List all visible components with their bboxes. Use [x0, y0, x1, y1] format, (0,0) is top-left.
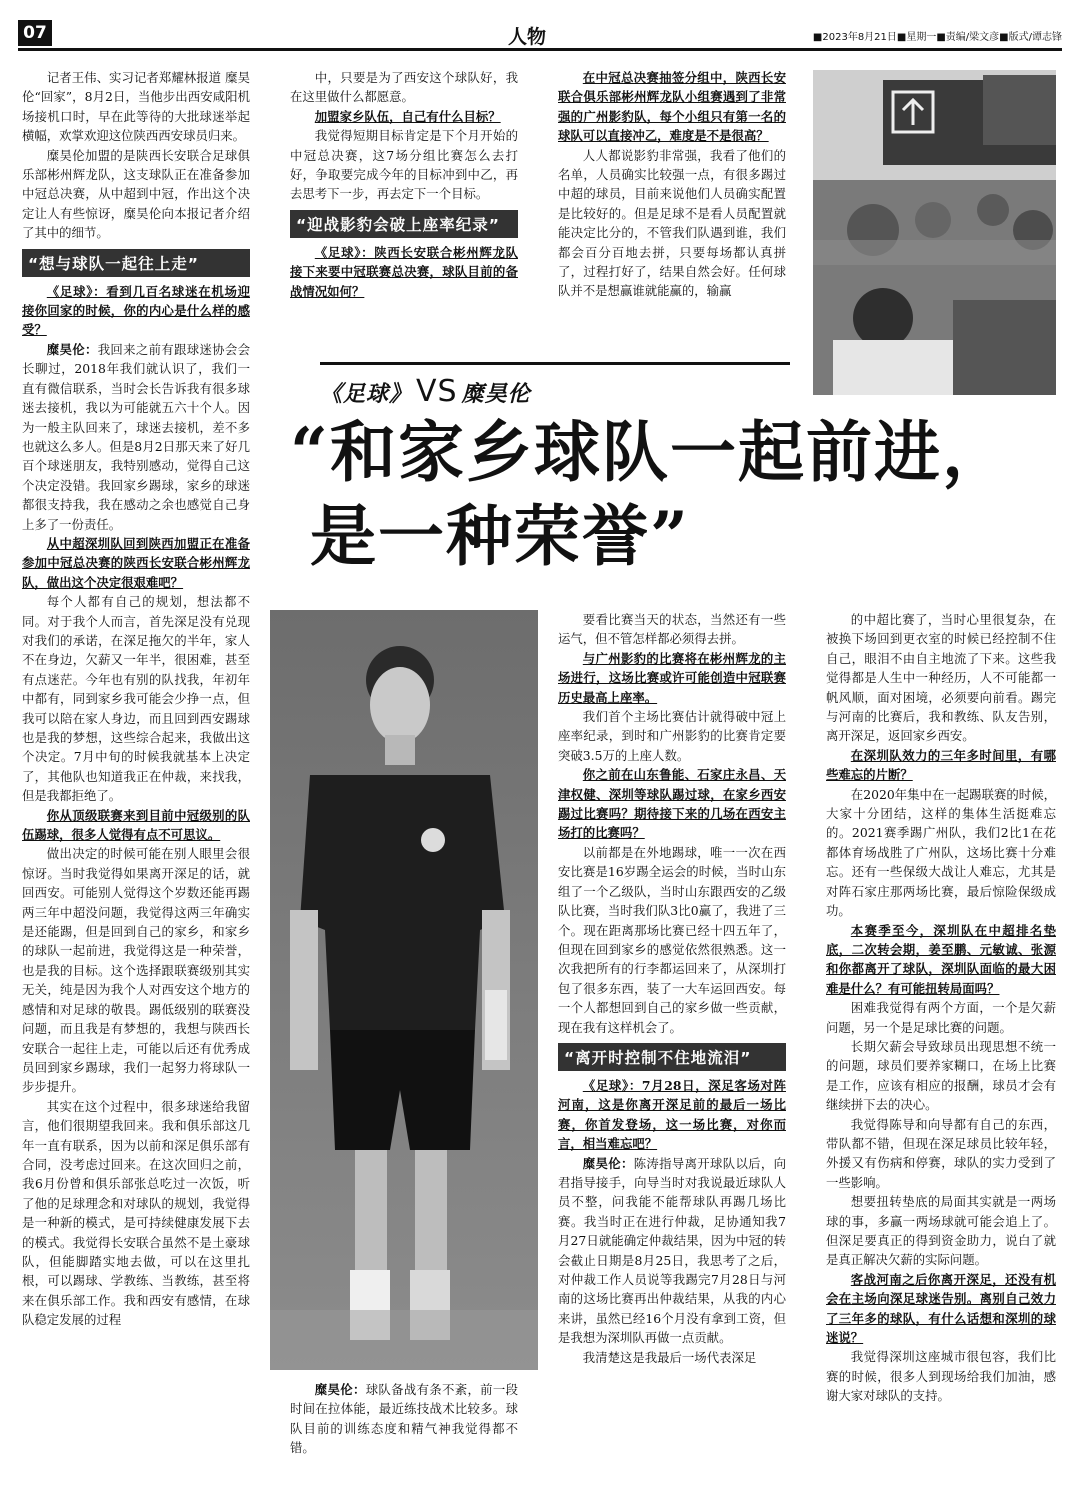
paragraph: 糜昊伦加盟的是陕西长安联合足球俱乐部彬州辉龙队，这支球队正在准备参加中冠总决赛，从中超到中冠，作出这个决定让人有些惊讶，糜昊伦向本报记者介绍了其中的细节。 [22, 147, 250, 241]
answer: 每个人都有自己的规划，想法都不同。对于我个人而言，首先深足没有兑现对我们的承诺，在深足拖欠的半年，家人不在身边，欠薪又一年半，很困难，甚至有点迷茫。今年也有别的队找我，年初年中都有，同到家乡我可能会少挣一点，但我可以陪在家人身边，而且回到西安踢球也是我的梦想，这些综合起来，我做出这个决定。7月中旬的时候我就基本上决定了，其他队也知道我正在仲裁，来找我，但是我都拒绝了。 [22, 594, 250, 804]
answer: 困难我觉得有两个方面，一个是欠薪问题，另一个是足球比赛的问题。 [826, 1000, 1056, 1035]
airport-photo [813, 70, 1056, 395]
paragraph: 的中超比赛了，当时心里很复杂，在被换下场回到更衣室的时候已经控制不住自己，眼泪不由自主地流了下来。这些我觉得都是人生中一种经历，人不可能都一帆风顺，面对困境，必须要向前看。踢完与河南的比赛后，我和教练、队友告别，离开深足，返回家乡西安。 [826, 612, 1056, 744]
column-2 [290, 68, 518, 348]
subheading: “离开时控制不住地流泪” [558, 1043, 786, 1071]
answer: 我觉得陈导和向导都有自己的东西，带队都不错，但现在深足球员比较年轻，外援又有伤病和停赛，球队的实力受到了一些影响。 [826, 1116, 1056, 1190]
question: 你从顶级联赛来到目前中冠级别的队伍踢球，很多人觉得有点不可思议。 [22, 807, 250, 843]
paragraph: 中，只要是为了西安这个球队好，我在这里做什么都愿意。 [290, 70, 518, 105]
question: 本赛季至今，深圳队在中超排名垫底，二次转会期，姜至鹏、元敏诚、张源和你都离开了球队，深圳队面临的最大困难是什么？有可能扭转局面吗？ [826, 922, 1056, 996]
answer: 我们首个主场比赛估计就得破中冠上座率纪录，到时和广州影豹的比赛肯定要突破3.5万的上座人数。 [558, 709, 786, 763]
caption-speaker: 糜昊伦： [314, 1382, 366, 1397]
kicker-text [320, 374, 531, 409]
column-4 [558, 610, 786, 1462]
page-number: 07 [18, 20, 52, 46]
answer-text: 我回来之前有跟球迷协会会长聊过，2018年我们就认识了，我们一直有微信联系，当时会长告诉我有很多球迷去接机，我以为可能就五六十个人。因为一般主队回来了，球迷去接机，差不多也就这么多人。但是8月2日那天来了好几百个球迷朋友，我特别感动，觉得自己这个决定没错。我回家乡踢球，家乡的球迷都很支持我，我在感动之余也感觉自己身上多了一份责任。 [22, 341, 250, 532]
subheading: “想与球队一起往上走” [22, 249, 250, 277]
column-3 [558, 68, 786, 348]
question: 在中冠总决赛抽签分组中，陕西长安联合俱乐部彬州辉龙队小组赛遇到了非常强的广州影豹队，每个小组只有第一名的球队可以直接冲乙，难度是不是很高？ [558, 70, 786, 144]
question: 从中超深圳队回到陕西加盟正在准备参加中冠总决赛的陕西长安联合彬州辉龙队，做出这个决定很艰难吧？ [22, 535, 250, 590]
question: 你之前在山东鲁能、石家庄永昌、天津权健、深圳等球队踢过球，在家乡西安踢过比赛吗？期待接下来的几场在西安主场打的比赛吗？ [558, 767, 786, 841]
dateline: ■2023年8月21日■星期一■责编/梁文彦■版式/谭志锋 [812, 32, 1062, 43]
column-1 [22, 68, 250, 1460]
kicker-rule [320, 362, 790, 365]
answer: 长期欠薪会导致球员出现思想不统一的问题，球员们要养家糊口，在场上比赛是工作，应该有相应的报酬，球员才会有继续拼下去的决心。 [826, 1038, 1056, 1113]
airport-photo-illustration [813, 70, 1056, 395]
caption-body: 球队备战有条不紊，前一段时间在拉体能，最近练技战术比较多。球队目前的训练态度和精气神我觉得都不错。 [290, 1382, 518, 1456]
question: 与广州影豹的比赛将在彬州辉龙的主场进行，这场比赛或许可能创造中冠联赛历史最高上座率。 [558, 650, 786, 705]
kicker-right: 糜昊伦 [461, 382, 531, 407]
column-5 [826, 610, 1056, 1462]
photo-caption [290, 1380, 518, 1460]
player-photo [270, 610, 538, 1370]
answer [558, 1154, 786, 1348]
page-header [18, 20, 1062, 51]
answer: 我觉得短期目标肯定是下个月开始的中冠总决赛，这7场分组比赛怎么去打好，争取要完成今年的目标冲到中乙，再去思考下一步，再去定下一个目标。 [290, 128, 518, 202]
headline-line-1: “和家乡球队一起前进， [290, 413, 1010, 491]
answer: 我清楚这是我最后一场代表深足 [582, 1349, 757, 1365]
answer-text: 陈涛指导离开球队以后，向君指导接手，向导当时对我说最近球队人员不整，问我能不能帮球队再踢几场比赛。我当时正在进行仲裁，足协通知我7月27日就能确定仲裁结果，因为中冠的转会截止日期是8月25日，我思考了之后，对仲裁工作人员说等我踢完7月28日与河南的这场比赛再出仲裁结果，从我的内心来讲，虽然已经16个月没有拿到工资，但是我想为深圳队再做一点贡献。 [558, 1155, 786, 1346]
answer: 我觉得深圳这座城市很包容，我们比赛的时候，很多人到现场给我们加油，感谢大家对球队的支持。 [826, 1349, 1056, 1404]
answer: 想要扭转垫底的局面其实就是一两场球的事，多赢一两场球就可能会追上了。但深足要真正的得到资金助力，说白了就是真正解决欠薪的实际问题。 [826, 1194, 1056, 1268]
kicker-vs: VS [416, 374, 458, 409]
kicker [320, 370, 790, 409]
player-photo-illustration [270, 610, 538, 1370]
answer: 在2020年集中在一起踢联赛的时候，大家十分团结，这样的集体生活挺难忘的。2021赛季踢广州队，我们2比1在花都体育场战胜了广州队，这场比赛十分难忘。还有一些保级大战让人难忘，尤其是对阵石家庄那两场比赛，最后惊险保级成功。 [826, 786, 1056, 919]
speaker-label: 糜昊伦： [46, 341, 98, 357]
answer: 做出决定的时候可能在别人眼里会很惊讶。当时我觉得如果离开深足的话，就回西安。可能别人觉得这个岁数还能再踢两三年中超没问题，我觉得这两三年确实是还能踢，但是回到自己的家乡，和家乡的球队一起前进，我觉得这是一种荣誉，也是我的目标。这个选择跟联赛级别其实无关，纯是因为我个人对西安这个地方的感情和对足球的敬畏。踢低级别的联赛没问题，而且我是有梦想的，我想与陕西长安联合一起往上走，可能以后还有优秀成员回到家乡踢球，我们一起努力将球队一步步提升。 [22, 846, 250, 1095]
caption-text [290, 1380, 518, 1458]
question: 《足球》：陕西长安联合彬州辉龙队接下来要中冠联赛总决赛，球队目前的备战情况如何？ [290, 244, 518, 299]
question: 《足球》：7月28日，深足客场对阵河南，这是你离开深足前的最后一场比赛，你首发登场，这一场比赛，对你而言，相当难忘吧？ [558, 1077, 786, 1152]
kicker-left: 《足球》 [320, 382, 413, 407]
question: 加盟家乡队伍，自己有什么目标？ [314, 108, 501, 124]
speaker-label: 糜昊伦： [582, 1155, 634, 1171]
answer: 以前都是在外地踢球，唯一一次在西安比赛是16岁踢全运会的时候，当时山东组了一个乙级队，当时山东跟西安的乙级队比赛，当时我们队3比0赢了，我进了三个。现在距离那场比赛已经十四五年了，但现在回到家乡的感觉依然很熟悉。这一次我把所有的行李都运回来了，从深圳打包了很多东西，装了一大车运回西安。每一个人都想回到自己的家乡做一些贡献，现在我有这样机会了。 [558, 844, 786, 1035]
answer: 人人都说影豹非常强，我看了他们的名单，人员确实比较强一点，有很多踢过中超的球员，目前来说他们人员确实配置是比较好的。但是足球不是看人员配置就能决定比分的，不管我们队遇到谁，我们都会百分百地去拼，只要每场都认真拼了，过程打好了，结果自然会好。任何球队并不是想赢谁就能赢的，输赢 [558, 147, 786, 299]
question: 客战河南之后你离开深足，还没有机会在主场向深足球迷告别。离别自己效力了三年多的球队，有什么话想和深圳的球迷说？ [826, 1271, 1056, 1346]
question: 在深圳队效力的三年多时间里，有哪些难忘的片断？ [826, 747, 1056, 783]
subheading: “迎战影豹会破上座率纪录” [290, 210, 518, 238]
headline-line-2: 是一种荣誉” [310, 497, 690, 575]
answer [22, 340, 250, 534]
lead-paragraph: 记者王伟、实习记者郑耀林报道 糜昊伦“回家”，8月2日，当他步出西安咸阳机场接机口时，早在此等待的大批球迷举起横幅，欢掌欢迎这位陕西西安球员归来。 [22, 70, 250, 144]
answer: 其实在这个过程中，很多球迷给我留言，他们很期望我回来。我和俱乐部这几年一直有联系，因为以前和深足俱乐部有合同，没考虑过回来。在这次回归之前，我6月份曾和俱乐部张总吃过一次饭，听了他的足球理念和对球队的规划，我觉得是一种新的模式，是可持续健康发展下去的模式。我觉得长安联合虽然不是土豪球队，但能脚踏实地去做，可以在这里扎根，可以踢球、学教练、当教练，甚至将来在俱乐部工作。我和西安有感情，在球队稳定发展的过程 [22, 1098, 250, 1328]
paragraph: 要看比赛当天的状态，当然还有一些运气，但不管怎样都必须得去拼。 [558, 612, 786, 647]
question: 《足球》：看到几百名球迷在机场迎接你回家的时候，你的内心是什么样的感受？ [22, 283, 250, 338]
section-title: 人物 [508, 26, 547, 48]
